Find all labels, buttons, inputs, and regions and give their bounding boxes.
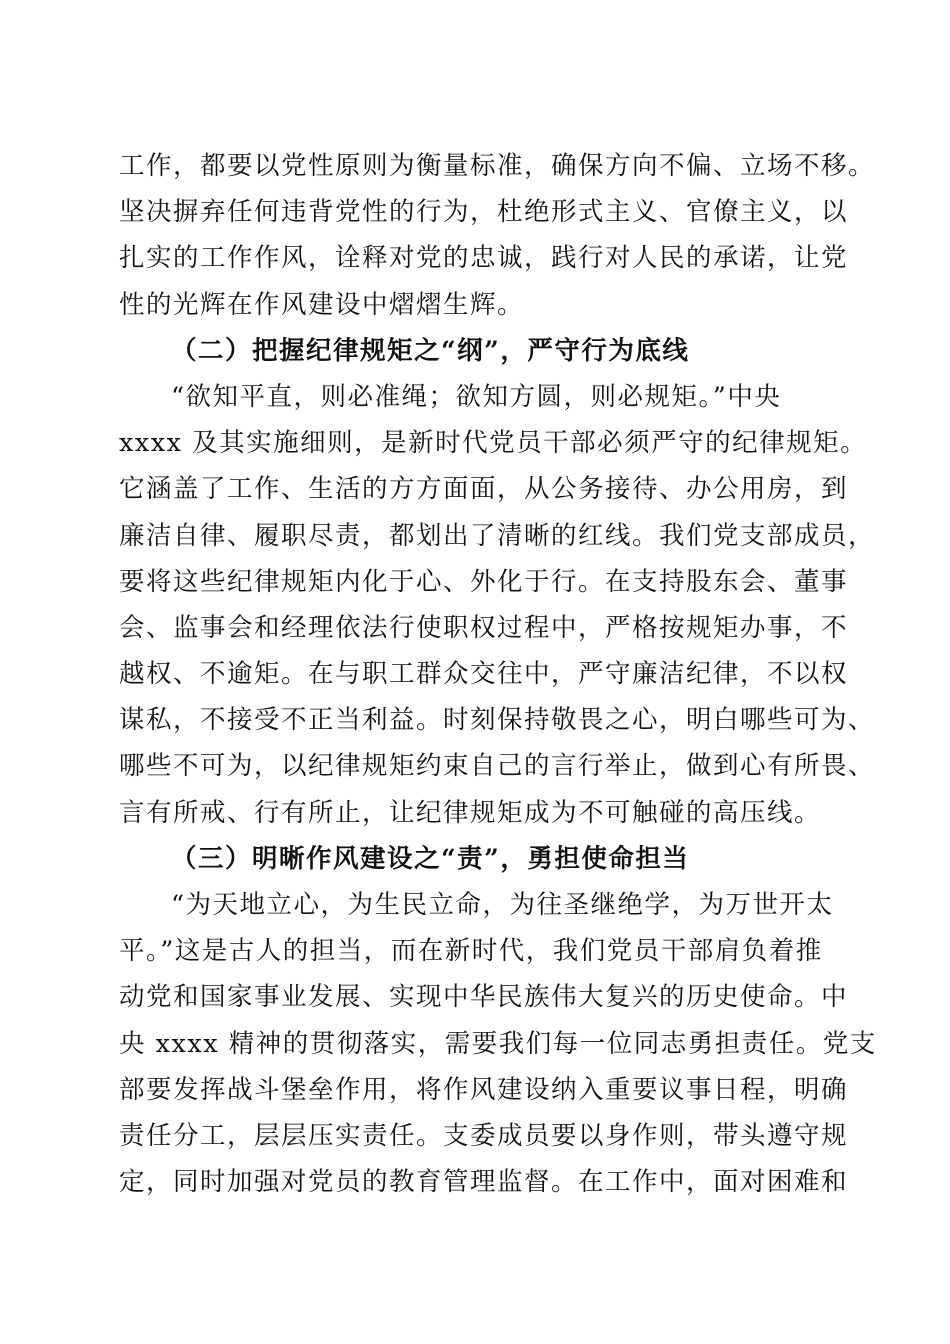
paragraph-line: 定，同时加强对党员的教育管理监督。在工作中，面对困难和 <box>119 1167 849 1198</box>
paragraph-line: 哪些不可为，以纪律规矩约束自己的言行举止，做到心有所畏、 <box>119 751 876 782</box>
paragraph-line: 扎实的工作作风，诠释对党的忠诚，践行对人民的承诺，让党 <box>119 243 849 274</box>
paragraph-line: 央 xxxx 精神的贯彻落实，需要我们每一位同志勇担责任。党支 <box>119 1028 877 1059</box>
paragraph-line: 部要发挥战斗堡垒作用，将作风建设纳入重要议事日程，明确 <box>119 1074 849 1105</box>
paragraph-line: 性的光辉在作风建设中熠熠生辉。 <box>119 289 525 320</box>
paragraph-line: 工作，都要以党性原则为衡量标准，确保方向不偏、立场不移。 <box>119 151 876 181</box>
paragraph-line: 平。”这是古人的担当，而在新时代，我们党员干部肩负着推 <box>119 936 823 967</box>
paragraph-line: 廉洁自律、履职尽责，都划出了清晰的红线。我们党支部成员， <box>119 520 876 551</box>
section-heading: （二）把握纪律规矩之“纲”，严守行为底线 <box>171 335 690 366</box>
paragraph-line: 言有所戒、行有所止，让纪律规矩成为不可触碰的高压线。 <box>119 797 822 828</box>
paragraph-line: 它涵盖了工作、生活的方方面面，从公务接待、办公用房，到 <box>119 474 849 505</box>
paragraph-line: 要将这些纪律规矩内化于心、外化于行。在支持股东会、董事 <box>119 566 849 597</box>
paragraph-line: “为天地立心，为生民立命，为往圣继绝学，为万世开太 <box>171 890 834 920</box>
section-heading: （三）明晰作风建设之“责”，勇担使命担当 <box>171 843 690 874</box>
paragraph-line: 谋私，不接受不正当利益。时刻保持敬畏之心，明白哪些可为、 <box>119 705 876 736</box>
paragraph-line: 责任分工，层层压实责任。支委成员要以身作则，带头遵守规 <box>119 1120 849 1151</box>
paragraph-line: 越权、不逾矩。在与职工群众交往中，严守廉洁纪律，不以权 <box>119 659 849 690</box>
paragraph-line: 动党和国家事业发展、实现中华民族伟大复兴的历史使命。中 <box>119 982 849 1013</box>
paragraph-line: xxxx 及其实施细则，是新时代党员干部必须严守的纪律规矩。 <box>119 428 868 459</box>
paragraph-line: “欲知平直，则必准绳；欲知方圆，则必规矩。”中央 <box>171 381 782 412</box>
document-body <box>119 143 877 1205</box>
paragraph-line: 坚决摒弃任何违背党性的行为，杜绝形式主义、官僚主义，以 <box>119 197 849 228</box>
paragraph-line: 会、监事会和经理依法行使职权过程中，严格按规矩办事，不 <box>119 612 849 643</box>
